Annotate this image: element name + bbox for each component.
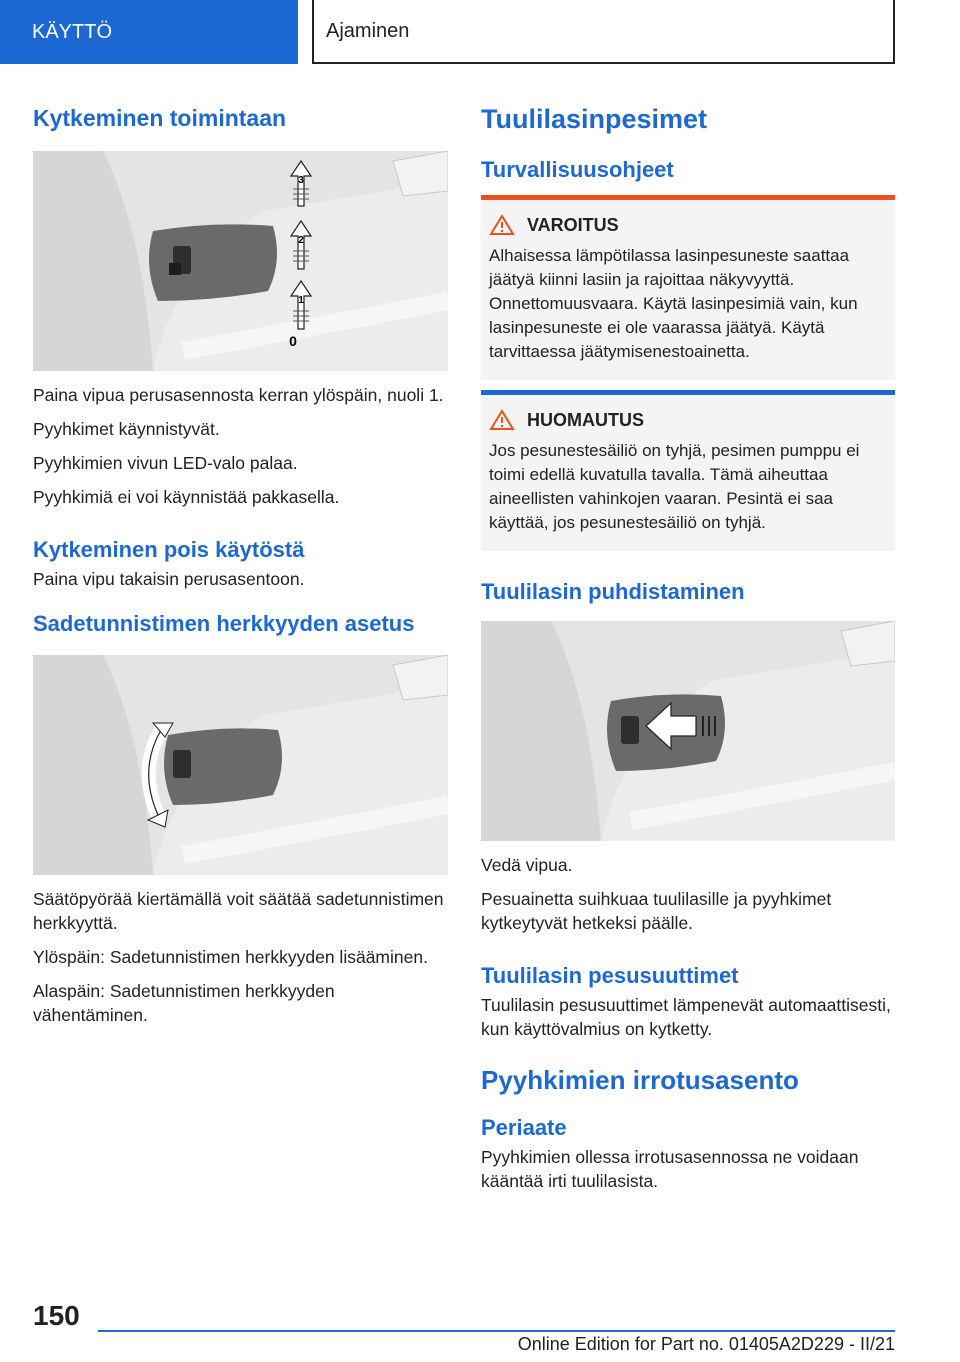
heading-pesusuuttimet: Tuulilasin pesusuuttimet: [481, 963, 739, 988]
paragraph: Ylöspäin: Sadetunnistimen herkkyyden lisääminen.: [33, 947, 428, 967]
heading-turvallisuusohjeet: Turvallisuusohjeet: [481, 157, 674, 182]
fig1-label-1: 1: [298, 295, 304, 306]
page-number: 150: [33, 1300, 80, 1331]
section-title: KÄYTTÖ: [32, 20, 113, 43]
fig1-label-3: 3: [298, 175, 304, 186]
figure-wiper-lever-up: [33, 151, 448, 371]
footer-edition: Online Edition for Part no. 01405A2D229 - II/21: [517, 1334, 895, 1354]
warning-triangle-icon: [489, 214, 515, 236]
paragraph: Tuulilasin pesusuuttimet lämpenevät automaattisesti, kun käyttövalmius on kytketty.: [481, 995, 891, 1039]
figure-rain-sensor-wheel: [33, 655, 448, 875]
header-section: [0, 0, 298, 64]
heading-periaate: Periaate: [481, 1115, 567, 1140]
fig1-label-0: 0: [289, 333, 297, 349]
paragraph: Paina vipu takaisin perusasentoon.: [33, 569, 305, 589]
notice-box: [481, 390, 895, 551]
paragraph: Pyyhkimiä ei voi käynnistää pakkasella.: [33, 487, 340, 507]
notice-title: HUOMAUTUS: [527, 409, 644, 430]
notice-triangle-icon: [489, 409, 515, 431]
heading-sadetunnistin: Sadetunnistimen herkkyyden asetus: [33, 611, 415, 636]
notice-text: Jos pesunestesäiliö on tyhjä, pesimen pumppu ei toimi edellä kuvatulla tavalla. Tämä aiheuttaa aineellisten vahinkojen vaaran. Pesintä ei saa käyttää, jos pesunestesäiliö on tyhjä.: [489, 441, 860, 532]
header-chapter: [312, 0, 895, 64]
heading-tuulilasin-puhdistaminen: Tuulilasin puhdistaminen: [481, 579, 745, 604]
heading-kytkeminen-pois: Kytkeminen pois käytöstä: [33, 537, 305, 562]
paragraph: Pyyhkimet käynnistyvät.: [33, 419, 220, 439]
paragraph: Vedä vipua.: [481, 855, 573, 875]
footer-divider: [98, 1330, 895, 1332]
heading-irrotusasento: Pyyhkimien irrotusasento: [481, 1065, 799, 1095]
warning-box: [481, 195, 895, 380]
right-column: [481, 96, 895, 1193]
heading-kytkeminen-toimintaan: Kytkeminen toimintaan: [33, 105, 287, 131]
warning-title: VAROITUS: [527, 214, 619, 235]
left-column: [33, 96, 448, 1027]
paragraph: Säätöpyörää kiertämällä voit säätää sadetunnistimen herkkyyttä.: [33, 889, 444, 933]
paragraph: Pesuainetta suihkuaa tuulilasille ja pyyhkimet kytkeytyvät hetkeksi päälle.: [481, 889, 832, 933]
fig1-label-2: 2: [298, 235, 304, 246]
paragraph: Paina vipua perusasennosta kerran ylöspäin, nuoli 1.: [33, 385, 444, 405]
paragraph: Pyyhkimien ollessa irrotusasennossa ne voidaan kääntää irti tuulilasista.: [481, 1147, 859, 1191]
figure-wiper-lever-pull: [481, 621, 895, 841]
paragraph: Pyyhkimien vivun LED-valo palaa.: [33, 453, 298, 473]
chapter-title: Ajaminen: [326, 19, 410, 42]
heading-tuulilasinpesimet: Tuulilasinpesimet: [481, 104, 708, 134]
warning-text: Alhaisessa lämpötilassa lasinpesuneste saattaa jäätyä kiinni lasiin ja rajoittaa näkyvyyttä. Onnettomuusvaara. Käytä lasinpesimiä vain, kun lasinpesuneste ei ole vaarassa jäätyä. Käytä tarvittaessa jäätymisenestoainetta.: [489, 246, 858, 361]
paragraph: Alaspäin: Sadetunnistimen herkkyyden vähentäminen.: [33, 981, 335, 1025]
